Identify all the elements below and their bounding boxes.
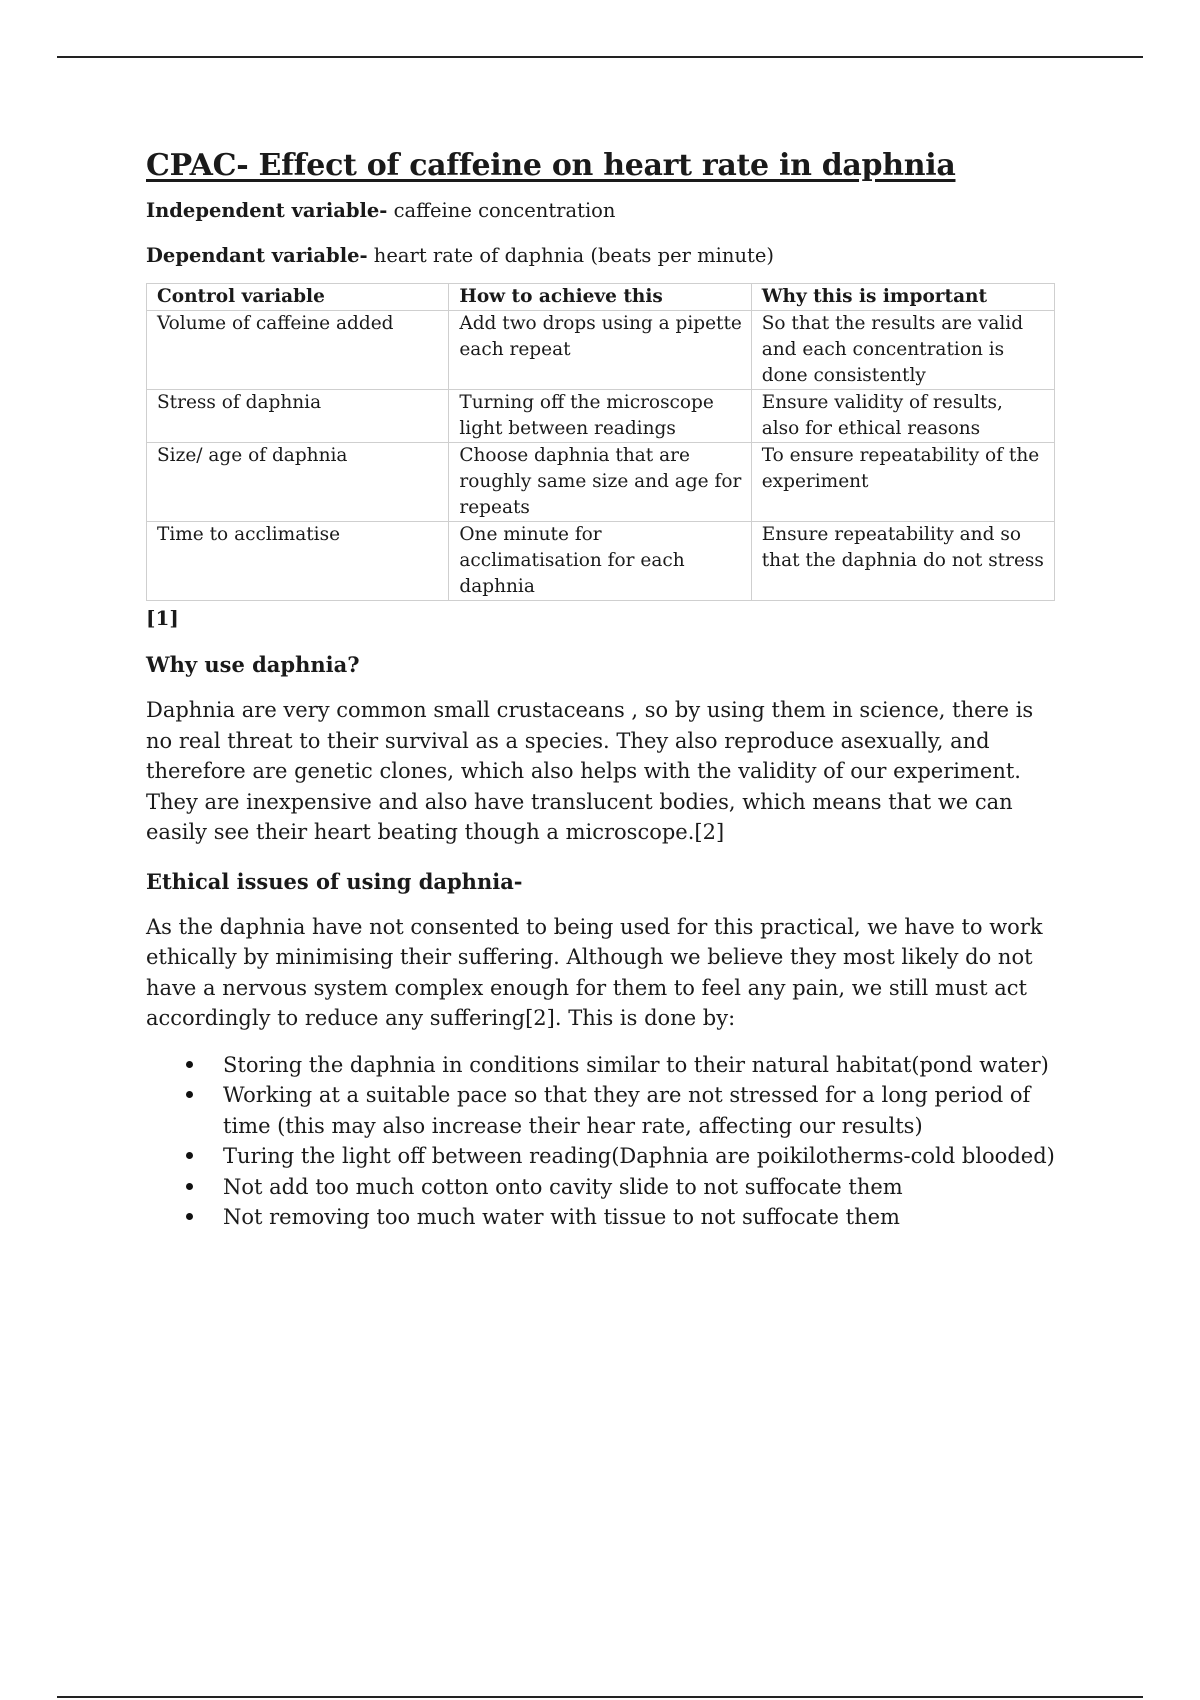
list-item: [146, 1202, 1066, 1233]
why-daphnia-heading: Why use daphnia?: [146, 652, 360, 677]
table-row: [147, 443, 1055, 522]
dependent-variable-label: Dependant variable-: [146, 244, 368, 267]
table-cell: Add two drops using a pipette each repeat: [449, 311, 751, 390]
table-cell: Ensure repeatability and so that the daphnia do not stress: [751, 522, 1054, 601]
table-row: [147, 390, 1055, 443]
bullet-icon: [186, 1091, 193, 1098]
ethical-issues-paragraph: As the daphnia have not consented to being used for this practical, we have to work ethically by minimising their suffering. Although we believe they most likely do not have a nervous system complex enough for them to feel any pain, we still must act accordingly to reduce any suffering[2]. This is done by:: [146, 914, 1043, 1030]
bullet-icon: [186, 1183, 193, 1190]
table-cell: Size/ age of daphnia: [147, 443, 449, 522]
table-reference: [1]: [146, 606, 179, 630]
independent-variable-line: [146, 198, 1066, 224]
why-daphnia-paragraph: Daphnia are very common small crustaceans , so by using them in science, there is no real threat to their survival as a species. They also reproduce asexually, and therefore are genetic clones, which also helps with the validity of our experiment. They are inexpensive and also have translucent bodies, which means that we can easily see their heart beating though a microscope.[2]: [146, 698, 1034, 844]
page-title: CPAC- Effect of caffeine on heart rate in daphnia: [146, 148, 956, 183]
list-item: [146, 1141, 1066, 1172]
footer-rule: [57, 1696, 1143, 1698]
table-cell: Time to acclimatise: [147, 522, 449, 601]
table-header-cell: Control variable: [147, 284, 449, 311]
header-rule: [57, 56, 1143, 58]
table-header-row: [147, 284, 1055, 311]
list-item: [146, 1172, 1066, 1203]
bullet-icon: [186, 1061, 193, 1068]
list-item-text: Turing the light off between reading(Daphnia are poikilotherms-cold blooded): [223, 1144, 1055, 1168]
table-cell: Turning off the microscope light between readings: [449, 390, 751, 443]
table-row: [147, 522, 1055, 601]
ethical-measures-list: [146, 1050, 1066, 1233]
control-variables-table: [146, 283, 1055, 601]
list-item-text: Working at a suitable pace so that they are not stressed for a long period of time (this may also increase their hear rate, affecting our results): [223, 1083, 1031, 1138]
independent-variable-value: caffeine concentration: [387, 199, 616, 222]
table-cell: To ensure repeatability of the experiment: [751, 443, 1054, 522]
bullet-icon: [186, 1213, 193, 1220]
table-cell: Ensure validity of results, also for ethical reasons: [751, 390, 1054, 443]
bullet-icon: [186, 1152, 193, 1159]
list-item: [146, 1080, 1066, 1141]
dependent-variable-line: [146, 243, 1066, 269]
table-cell: Choose daphnia that are roughly same size and age for repeats: [449, 443, 751, 522]
list-item-text: Storing the daphnia in conditions similar to their natural habitat(pond water): [223, 1052, 1049, 1077]
dependent-variable-value: heart rate of daphnia (beats per minute): [367, 244, 775, 267]
list-item-text: Not add too much cotton onto cavity slide to not suffocate them: [223, 1174, 903, 1199]
table-header-cell: Why this is important: [751, 284, 1054, 311]
table-cell: Volume of caffeine added: [147, 311, 449, 390]
ethical-issues-heading: Ethical issues of using daphnia-: [146, 868, 523, 894]
table-row: [147, 311, 1055, 390]
table-cell: One minute for acclimatisation for each daphnia: [449, 522, 751, 601]
independent-variable-label: Independent variable-: [146, 199, 388, 222]
list-item: [146, 1050, 1066, 1081]
document-body: [146, 148, 1066, 1233]
table-cell: Stress of daphnia: [147, 390, 449, 443]
list-item-text: Not removing too much water with tissue to not suffocate them: [223, 1205, 900, 1229]
table-header-cell: How to achieve this: [449, 284, 751, 311]
table-cell: So that the results are valid and each concentration is done consistently: [751, 311, 1054, 390]
